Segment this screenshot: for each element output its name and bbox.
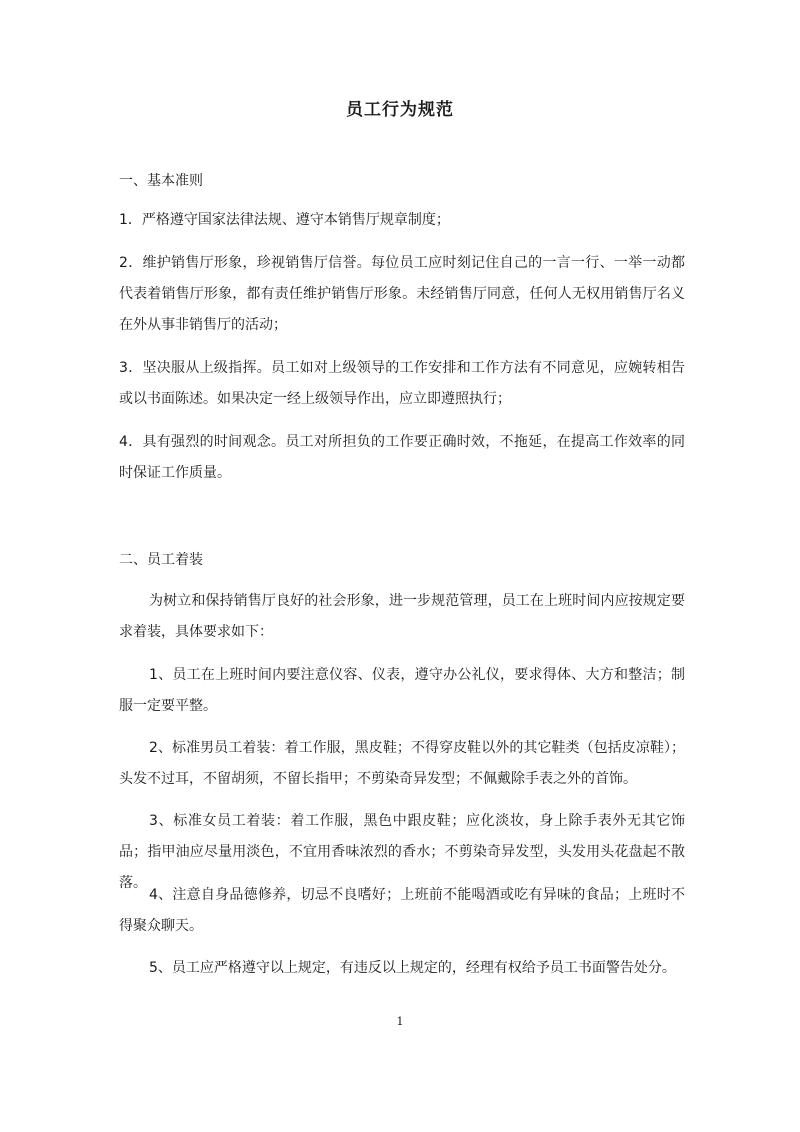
- section-heading-dress-code: 二、员工着装: [119, 552, 203, 568]
- paragraph-dress-rule-5: 5、员工应严格遵守以上规定，有违反以上规定的，经理有权给予员工书面警告处分。: [149, 960, 676, 976]
- paragraph-principle-3: 3．坚决服从上级指挥。员工如对上级领导的工作安排和工作方法有不同意见，应婉转相告或以书面陈述。如果决定一经上级领导作出，应立即遵照执行；: [119, 360, 685, 407]
- paragraph-dress-rule-1: 1、员工在上班时间内要注意仪容、仪表，遵守办公礼仪，要求得体、大方和整洁；制服一定要平整。: [119, 667, 685, 714]
- paragraph-principle-2: 2．维护销售厅形象，珍视销售厅信誉。每位员工应时刻记住自己的一言一行、一举一动都代表着销售厅形象，都有责任维护销售厅形象。未经销售厅同意，任何人无权用销售厅名义在外从事非销售厅的活动；: [119, 255, 685, 333]
- document-title: 员工行为规范: [346, 100, 454, 120]
- paragraph-dress-rule-3: 3、标准女员工着装：着工作服，黑色中跟皮鞋；应化淡妆，身上除手表外无其它饰品；指甲油应尽量用淡色，不宜用香味浓烈的香水；不剪染奇异发型，头发用头花盘起不散落。: [119, 813, 685, 891]
- page-number: 1: [396, 1015, 404, 1028]
- section-heading-basic-principles: 一、基本准则: [119, 173, 203, 189]
- paragraph-dress-rule-2: 2、标准男员工着装：着工作服，黑皮鞋；不得穿皮鞋以外的其它鞋类（包括皮凉鞋）；头发不过耳，不留胡须，不留长指甲；不剪染奇异发型；不佩戴除手表之外的首饰。: [119, 740, 685, 787]
- paragraph-principle-4: 4．具有强烈的时间观念。员工对所担负的工作要正确时效，不拖延，在提高工作效率的同时保证工作质量。: [119, 434, 685, 481]
- paragraph-dress-rule-4: 4、注意自身品德修养，切忌不良嗜好；上班前不能喝酒或吃有异味的食品；上班时不得聚众聊天。: [119, 887, 685, 934]
- paragraph-principle-1: 1．严格遵守国家法律法规、遵守本销售厅规章制度；: [119, 212, 450, 228]
- paragraph-dress-intro: 为树立和保持销售厅良好的社会形象，进一步规范管理，员工在上班时间内应按规定要求着装，具体要求如下：: [119, 593, 685, 640]
